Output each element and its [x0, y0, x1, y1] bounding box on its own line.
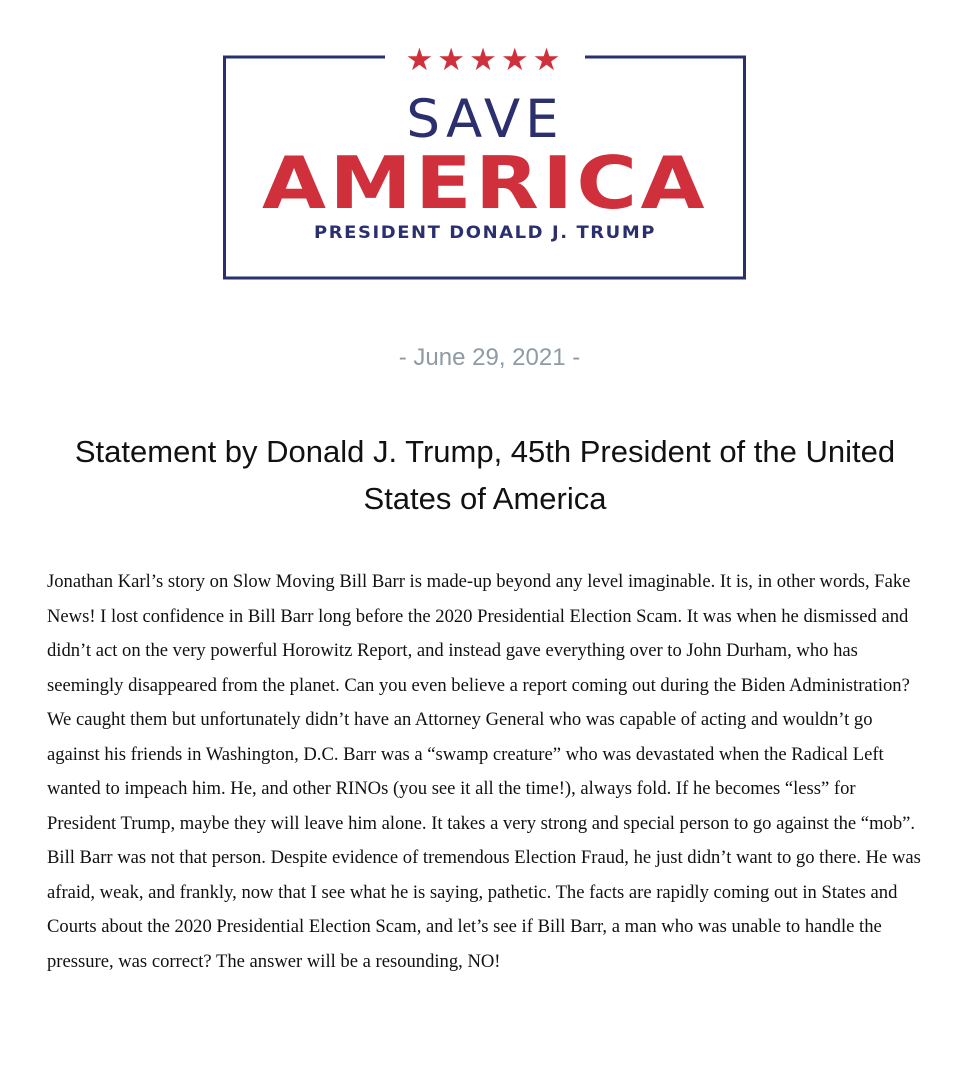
logo-save-text: SAVE — [406, 89, 564, 150]
logo-subtitle-text: PRESIDENT DONALD J. TRUMP — [314, 223, 656, 243]
statement-date: - June 29, 2021 - — [398, 344, 581, 371]
save-america-logo — [223, 40, 746, 280]
logo-graphic — [223, 40, 746, 280]
statement-title: Statement by Donald J. Trump, 45th President of the United States of America — [74, 434, 896, 516]
logo-america-text: AMERICA — [262, 141, 708, 225]
statement-body: Jonathan Karl’s story on Slow Moving Bill Barr is made-up beyond any level imaginable. It is, in other words, Fake News! I lost confidence in Bill Barr long before the 2020 Presidential Election Scam. It was when he dismissed and didn’t act on the very powerful Horowitz Report, and instead gave everything over to John Durham, who has seemingly disappeared from the planet. Can you even believe a report coming out during the Biden Administration? We caught them but unfortunately didn’t have an Attorney General who was capable of acting and wouldn’t go against his friends in Washington, D.C. Barr was a “swamp creature” who was devastated when the Radical Left wanted to impeach him. He, and other RINOs (you see it all the time!), always fold. If he becomes “less” for President Trump, maybe they will leave him alone. It takes a very strong and special person to go against the “mob”. Bill Barr was not that person. Despite evidence of tremendous Election Fraud, he just didn’t want to go there. He was afraid, weak, and frankly, now that I see what he is saying, pathetic. The facts are rapidly coming out in States and Courts about the 2020 Presidential Election Scam, and let’s see if Bill Barr, a man who was unable to handle the pressure, was correct? The answer will be a resounding, NO! — [47, 571, 921, 972]
star-icon: ★★★★★ — [405, 42, 565, 78]
